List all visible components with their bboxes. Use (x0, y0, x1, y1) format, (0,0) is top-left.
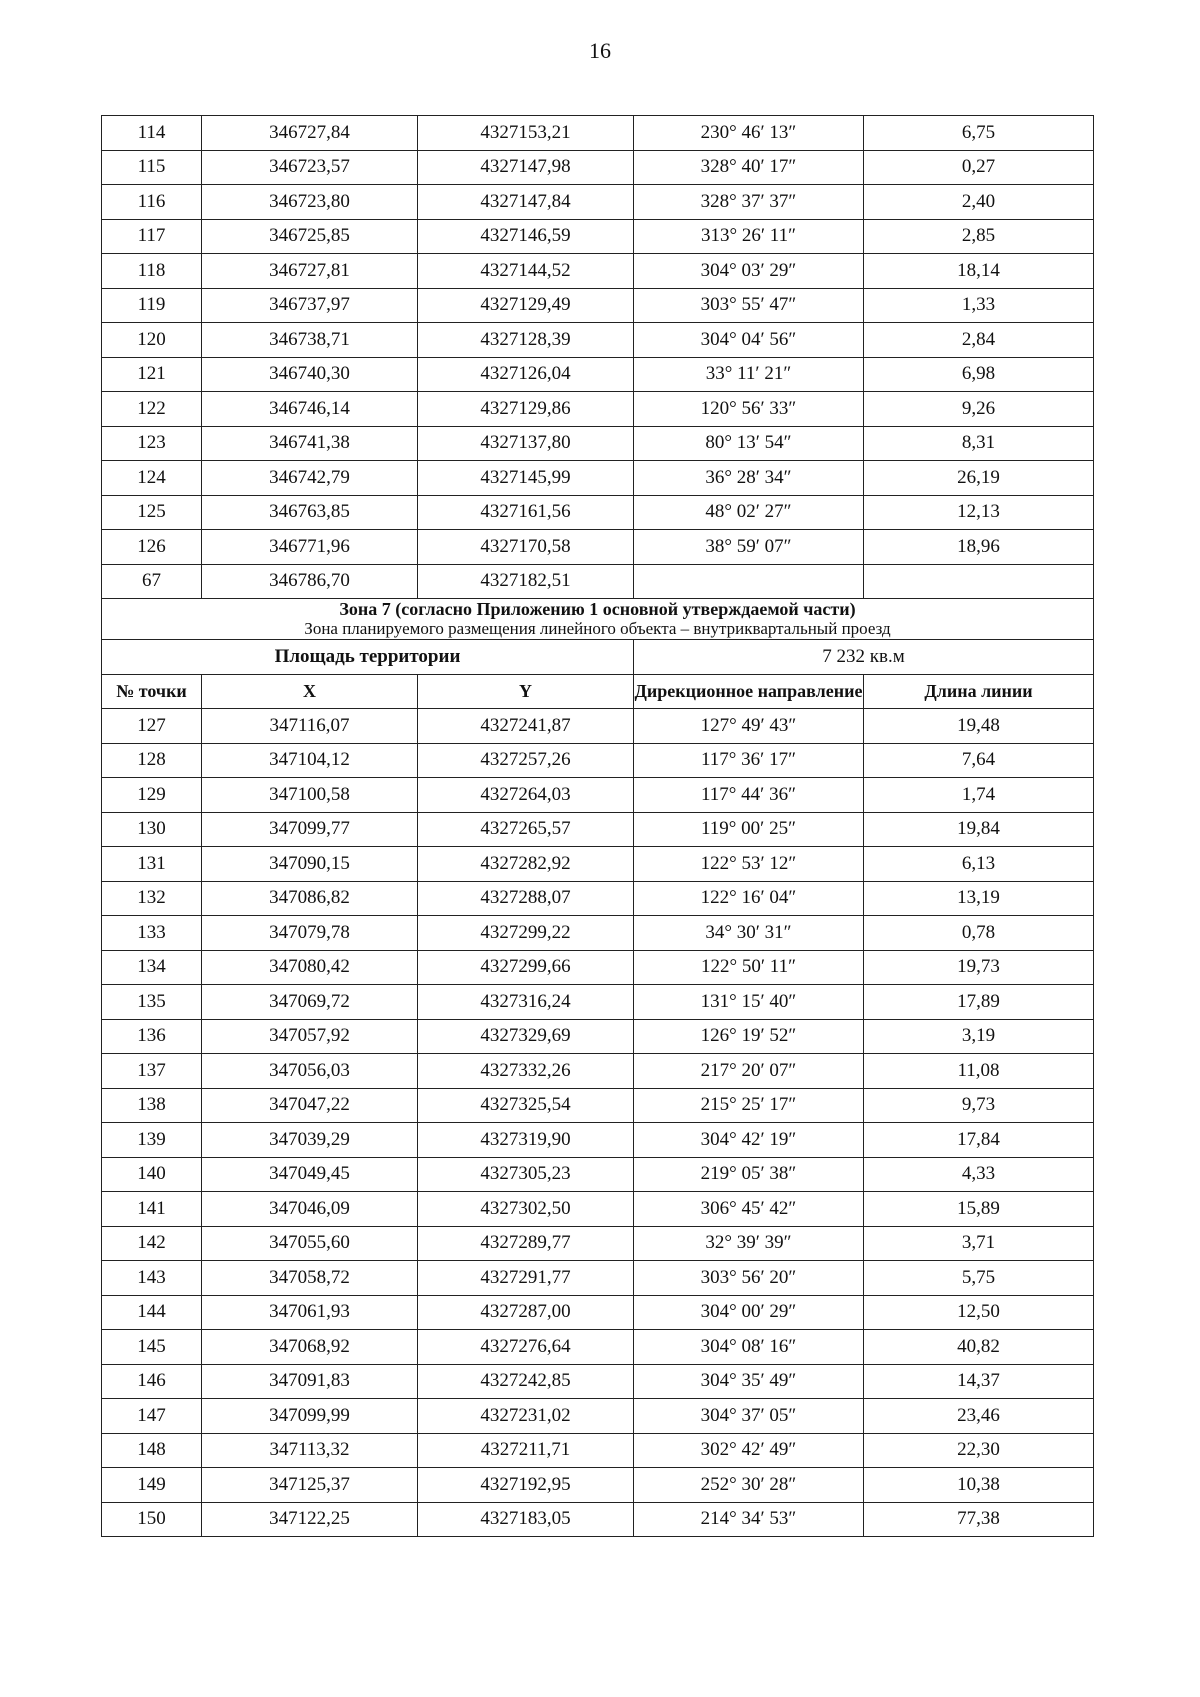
direction-cell: 304° 08′ 16″ (634, 1330, 864, 1365)
direction-cell (634, 564, 864, 599)
length-cell: 18,96 (864, 530, 1094, 565)
table-row (102, 254, 1094, 289)
table-row (102, 1226, 1094, 1261)
point-number-cell: 130 (102, 812, 202, 847)
direction-cell: 122° 53′ 12″ (634, 847, 864, 882)
y-cell: 4327182,51 (418, 564, 634, 599)
y-cell: 4327264,03 (418, 778, 634, 813)
rows-before-zone (102, 116, 1094, 599)
x-cell: 346741,38 (202, 426, 418, 461)
x-cell: 347057,92 (202, 1019, 418, 1054)
length-cell: 8,31 (864, 426, 1094, 461)
y-cell: 4327144,52 (418, 254, 634, 289)
table-row (102, 743, 1094, 778)
direction-cell: 304° 35′ 49″ (634, 1364, 864, 1399)
point-number-cell: 147 (102, 1399, 202, 1434)
direction-cell: 217° 20′ 07″ (634, 1054, 864, 1089)
direction-cell: 304° 37′ 05″ (634, 1399, 864, 1434)
length-cell: 7,64 (864, 743, 1094, 778)
header-x: X (202, 674, 418, 709)
direction-cell: 32° 39′ 39″ (634, 1226, 864, 1261)
x-cell: 347058,72 (202, 1261, 418, 1296)
length-cell: 11,08 (864, 1054, 1094, 1089)
x-cell: 346723,80 (202, 185, 418, 220)
x-cell: 347099,99 (202, 1399, 418, 1434)
x-cell: 347055,60 (202, 1226, 418, 1261)
length-cell: 23,46 (864, 1399, 1094, 1434)
table-row (102, 288, 1094, 323)
direction-cell: 131° 15′ 40″ (634, 985, 864, 1020)
y-cell: 4327183,05 (418, 1502, 634, 1537)
length-cell: 5,75 (864, 1261, 1094, 1296)
point-number-cell: 146 (102, 1364, 202, 1399)
point-number-cell: 134 (102, 950, 202, 985)
length-cell: 15,89 (864, 1192, 1094, 1227)
table-row (102, 1019, 1094, 1054)
y-cell: 4327128,39 (418, 323, 634, 358)
x-cell: 346740,30 (202, 357, 418, 392)
direction-cell: 304° 04′ 56″ (634, 323, 864, 358)
x-cell: 347122,25 (202, 1502, 418, 1537)
y-cell: 4327282,92 (418, 847, 634, 882)
point-number-cell: 117 (102, 219, 202, 254)
point-number-cell: 123 (102, 426, 202, 461)
table-row (102, 1330, 1094, 1365)
table-row (102, 1054, 1094, 1089)
zone-subtitle: Зона планируемого размещения линейного объекта – внутриквартальный проезд (304, 619, 891, 638)
point-number-cell: 139 (102, 1123, 202, 1158)
direction-cell: 303° 56′ 20″ (634, 1261, 864, 1296)
point-number-cell: 140 (102, 1157, 202, 1192)
x-cell: 347047,22 (202, 1088, 418, 1123)
area-label: Площадь территории (102, 640, 634, 675)
x-cell: 347039,29 (202, 1123, 418, 1158)
point-number-cell: 120 (102, 323, 202, 358)
length-cell: 2,85 (864, 219, 1094, 254)
direction-cell: 34° 30′ 31″ (634, 916, 864, 951)
y-cell: 4327257,26 (418, 743, 634, 778)
x-cell: 347116,07 (202, 709, 418, 744)
length-cell (864, 564, 1094, 599)
point-number-cell: 125 (102, 495, 202, 530)
direction-cell: 306° 45′ 42″ (634, 1192, 864, 1227)
table-row (102, 185, 1094, 220)
table-row (102, 323, 1094, 358)
length-cell: 14,37 (864, 1364, 1094, 1399)
direction-cell: 303° 55′ 47″ (634, 288, 864, 323)
table-row (102, 564, 1094, 599)
y-cell: 4327265,57 (418, 812, 634, 847)
header-y: Y (418, 674, 634, 709)
x-cell: 346737,97 (202, 288, 418, 323)
table-row (102, 778, 1094, 813)
table-row (102, 812, 1094, 847)
y-cell: 4327332,26 (418, 1054, 634, 1089)
y-cell: 4327137,80 (418, 426, 634, 461)
x-cell: 347056,03 (202, 1054, 418, 1089)
coordinates-table (101, 115, 1094, 1537)
x-cell: 347068,92 (202, 1330, 418, 1365)
x-cell: 347113,32 (202, 1433, 418, 1468)
direction-cell: 117° 44′ 36″ (634, 778, 864, 813)
direction-cell: 48° 02′ 27″ (634, 495, 864, 530)
x-cell: 346725,85 (202, 219, 418, 254)
table-row (102, 1502, 1094, 1537)
y-cell: 4327153,21 (418, 116, 634, 151)
point-number-cell: 115 (102, 150, 202, 185)
point-number-cell: 138 (102, 1088, 202, 1123)
length-cell: 13,19 (864, 881, 1094, 916)
table-row (102, 1468, 1094, 1503)
table-row (102, 916, 1094, 951)
y-cell: 4327126,04 (418, 357, 634, 392)
x-cell: 347079,78 (202, 916, 418, 951)
header-direction: Дирекционное направление (634, 674, 864, 709)
y-cell: 4327329,69 (418, 1019, 634, 1054)
point-number-cell: 128 (102, 743, 202, 778)
y-cell: 4327302,50 (418, 1192, 634, 1227)
direction-cell: 230° 46′ 13″ (634, 116, 864, 151)
y-cell: 4327147,84 (418, 185, 634, 220)
point-number-cell: 118 (102, 254, 202, 289)
length-cell: 4,33 (864, 1157, 1094, 1192)
table-row (102, 1192, 1094, 1227)
table-row (102, 150, 1094, 185)
direction-cell: 120° 56′ 33″ (634, 392, 864, 427)
direction-cell: 122° 50′ 11″ (634, 950, 864, 985)
table-row (102, 1433, 1094, 1468)
length-cell: 0,78 (864, 916, 1094, 951)
table-row (102, 950, 1094, 985)
length-cell: 9,73 (864, 1088, 1094, 1123)
table-row (102, 357, 1094, 392)
table-row (102, 1261, 1094, 1296)
y-cell: 4327241,87 (418, 709, 634, 744)
table-row (102, 1123, 1094, 1158)
y-cell: 4327299,22 (418, 916, 634, 951)
y-cell: 4327299,66 (418, 950, 634, 985)
point-number-cell: 150 (102, 1502, 202, 1537)
area-value: 7 232 кв.м (634, 640, 1094, 675)
table-row (102, 1399, 1094, 1434)
direction-cell: 252° 30′ 28″ (634, 1468, 864, 1503)
length-cell: 6,75 (864, 116, 1094, 151)
y-cell: 4327276,64 (418, 1330, 634, 1365)
table-row (102, 709, 1094, 744)
direction-cell: 119° 00′ 25″ (634, 812, 864, 847)
y-cell: 4327192,95 (418, 1468, 634, 1503)
length-cell: 17,89 (864, 985, 1094, 1020)
direction-cell: 302° 42′ 49″ (634, 1433, 864, 1468)
rows-after-zone (102, 709, 1094, 1537)
table-row (102, 1295, 1094, 1330)
direction-cell: 328° 40′ 17″ (634, 150, 864, 185)
point-number-cell: 137 (102, 1054, 202, 1089)
length-cell: 3,71 (864, 1226, 1094, 1261)
x-cell: 346763,85 (202, 495, 418, 530)
y-cell: 4327289,77 (418, 1226, 634, 1261)
y-cell: 4327231,02 (418, 1399, 634, 1434)
x-cell: 346723,57 (202, 150, 418, 185)
point-number-cell: 135 (102, 985, 202, 1020)
y-cell: 4327129,86 (418, 392, 634, 427)
point-number-cell: 121 (102, 357, 202, 392)
column-header-row (102, 674, 1094, 709)
table-row (102, 985, 1094, 1020)
length-cell: 19,48 (864, 709, 1094, 744)
length-cell: 10,38 (864, 1468, 1094, 1503)
point-number-cell: 145 (102, 1330, 202, 1365)
length-cell: 19,73 (864, 950, 1094, 985)
length-cell: 12,13 (864, 495, 1094, 530)
length-cell: 19,84 (864, 812, 1094, 847)
point-number-cell: 142 (102, 1226, 202, 1261)
direction-cell: 304° 42′ 19″ (634, 1123, 864, 1158)
x-cell: 347069,72 (202, 985, 418, 1020)
x-cell: 347099,77 (202, 812, 418, 847)
zone-title-cell (102, 599, 1094, 640)
direction-cell: 304° 00′ 29″ (634, 1295, 864, 1330)
direction-cell: 80° 13′ 54″ (634, 426, 864, 461)
table-row (102, 461, 1094, 496)
x-cell: 347046,09 (202, 1192, 418, 1227)
direction-cell: 313° 26′ 11″ (634, 219, 864, 254)
x-cell: 346727,84 (202, 116, 418, 151)
direction-cell: 304° 03′ 29″ (634, 254, 864, 289)
table-row (102, 847, 1094, 882)
length-cell: 1,33 (864, 288, 1094, 323)
x-cell: 347100,58 (202, 778, 418, 813)
x-cell: 347104,12 (202, 743, 418, 778)
x-cell: 346771,96 (202, 530, 418, 565)
table-row (102, 530, 1094, 565)
point-number-cell: 67 (102, 564, 202, 599)
table-row (102, 426, 1094, 461)
length-cell: 22,30 (864, 1433, 1094, 1468)
x-cell: 346786,70 (202, 564, 418, 599)
y-cell: 4327146,59 (418, 219, 634, 254)
point-number-cell: 132 (102, 881, 202, 916)
table-row (102, 881, 1094, 916)
y-cell: 4327242,85 (418, 1364, 634, 1399)
table-row (102, 392, 1094, 427)
page-number: 16 (589, 38, 611, 63)
area-row (102, 640, 1094, 675)
y-cell: 4327170,58 (418, 530, 634, 565)
direction-cell: 33° 11′ 21″ (634, 357, 864, 392)
y-cell: 4327161,56 (418, 495, 634, 530)
point-number-cell: 148 (102, 1433, 202, 1468)
y-cell: 4327325,54 (418, 1088, 634, 1123)
point-number-cell: 133 (102, 916, 202, 951)
point-number-cell: 131 (102, 847, 202, 882)
point-number-cell: 141 (102, 1192, 202, 1227)
length-cell: 12,50 (864, 1295, 1094, 1330)
point-number-cell: 127 (102, 709, 202, 744)
direction-cell: 122° 16′ 04″ (634, 881, 864, 916)
x-cell: 347091,83 (202, 1364, 418, 1399)
x-cell: 347090,15 (202, 847, 418, 882)
length-cell: 3,19 (864, 1019, 1094, 1054)
point-number-cell: 126 (102, 530, 202, 565)
y-cell: 4327287,00 (418, 1295, 634, 1330)
x-cell: 347061,93 (202, 1295, 418, 1330)
y-cell: 4327305,23 (418, 1157, 634, 1192)
point-number-cell: 116 (102, 185, 202, 220)
y-cell: 4327288,07 (418, 881, 634, 916)
point-number-cell: 129 (102, 778, 202, 813)
point-number-cell: 149 (102, 1468, 202, 1503)
x-cell: 347125,37 (202, 1468, 418, 1503)
y-cell: 4327291,77 (418, 1261, 634, 1296)
direction-cell: 36° 28′ 34″ (634, 461, 864, 496)
length-cell: 1,74 (864, 778, 1094, 813)
length-cell: 2,40 (864, 185, 1094, 220)
length-cell: 2,84 (864, 323, 1094, 358)
point-number-cell: 119 (102, 288, 202, 323)
direction-cell: 219° 05′ 38″ (634, 1157, 864, 1192)
length-cell: 77,38 (864, 1502, 1094, 1537)
length-cell: 6,13 (864, 847, 1094, 882)
table-row (102, 1088, 1094, 1123)
point-number-cell: 144 (102, 1295, 202, 1330)
point-number-cell: 122 (102, 392, 202, 427)
direction-cell: 38° 59′ 07″ (634, 530, 864, 565)
header-point-number: № точки (102, 674, 202, 709)
y-cell: 4327147,98 (418, 150, 634, 185)
y-cell: 4327145,99 (418, 461, 634, 496)
point-number-cell: 124 (102, 461, 202, 496)
header-length: Длина линии (864, 674, 1094, 709)
point-number-cell: 136 (102, 1019, 202, 1054)
direction-cell: 215° 25′ 17″ (634, 1088, 864, 1123)
table-row (102, 219, 1094, 254)
zone-title: Зона 7 (согласно Приложению 1 основной утверждаемой части) (339, 599, 856, 619)
zone-header (102, 599, 1094, 709)
x-cell: 346742,79 (202, 461, 418, 496)
point-number-cell: 143 (102, 1261, 202, 1296)
y-cell: 4327316,24 (418, 985, 634, 1020)
x-cell: 347080,42 (202, 950, 418, 985)
direction-cell: 328° 37′ 37″ (634, 185, 864, 220)
length-cell: 17,84 (864, 1123, 1094, 1158)
table-row (102, 1157, 1094, 1192)
table-row (102, 1364, 1094, 1399)
direction-cell: 127° 49′ 43″ (634, 709, 864, 744)
y-cell: 4327319,90 (418, 1123, 634, 1158)
x-cell: 347086,82 (202, 881, 418, 916)
direction-cell: 117° 36′ 17″ (634, 743, 864, 778)
point-number-cell: 114 (102, 116, 202, 151)
x-cell: 346727,81 (202, 254, 418, 289)
table-row (102, 495, 1094, 530)
length-cell: 9,26 (864, 392, 1094, 427)
table-row (102, 116, 1094, 151)
direction-cell: 214° 34′ 53″ (634, 1502, 864, 1537)
length-cell: 6,98 (864, 357, 1094, 392)
length-cell: 18,14 (864, 254, 1094, 289)
y-cell: 4327211,71 (418, 1433, 634, 1468)
x-cell: 347049,45 (202, 1157, 418, 1192)
length-cell: 40,82 (864, 1330, 1094, 1365)
y-cell: 4327129,49 (418, 288, 634, 323)
direction-cell: 126° 19′ 52″ (634, 1019, 864, 1054)
length-cell: 26,19 (864, 461, 1094, 496)
x-cell: 346738,71 (202, 323, 418, 358)
length-cell: 0,27 (864, 150, 1094, 185)
zone-title-row (102, 599, 1094, 640)
x-cell: 346746,14 (202, 392, 418, 427)
